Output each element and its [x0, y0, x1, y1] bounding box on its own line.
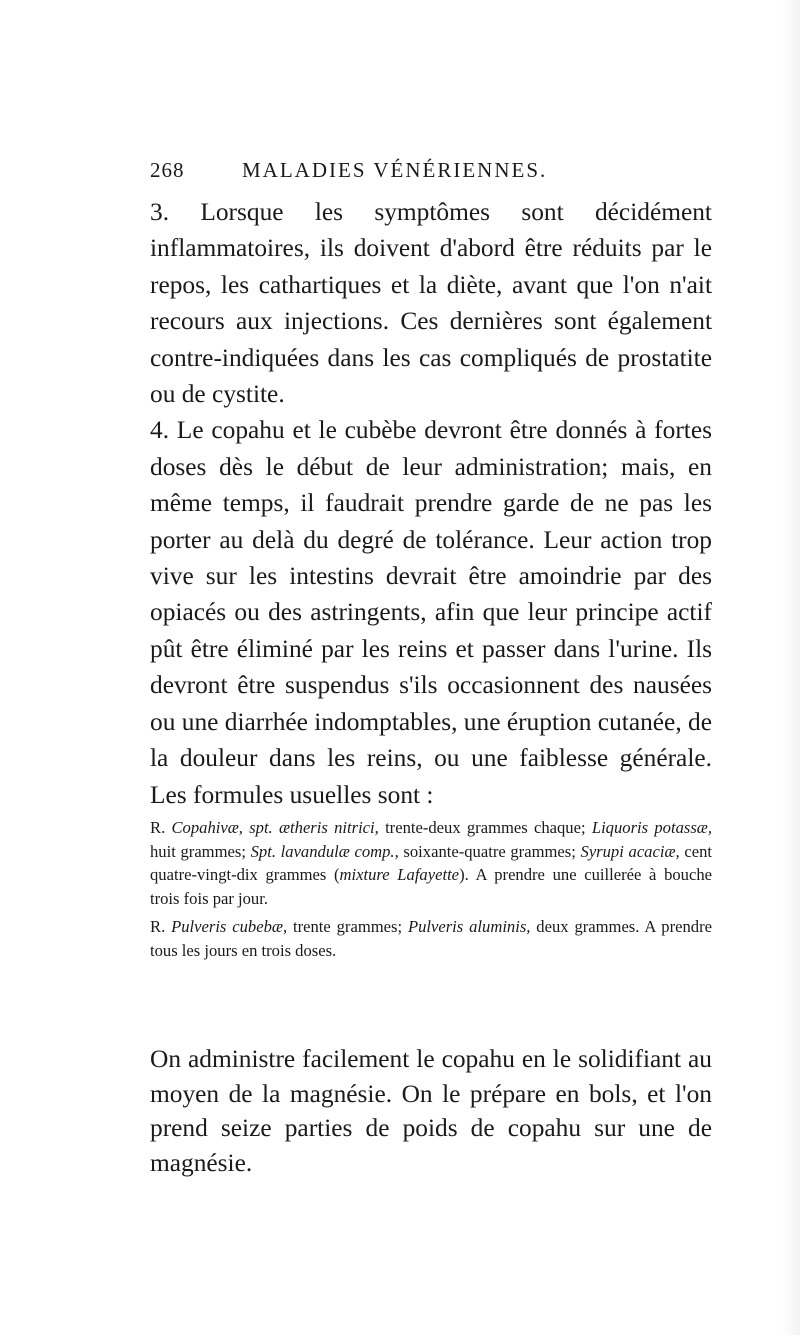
closing-text: [150, 1042, 712, 1181]
formula-2: [150, 915, 712, 962]
formula-2-text-1: trente grammes;: [287, 917, 408, 937]
formula-1-text-2: huit grammes;: [150, 841, 251, 861]
formula-2-prefix: R.: [150, 917, 172, 937]
formula-1: [150, 816, 712, 910]
page-number: 268: [150, 158, 185, 182]
main-text: [150, 194, 712, 813]
formula-2-drug-2: Pulveris aluminis,: [407, 917, 531, 937]
running-title: MALADIES VÉNÉRIENNES.: [242, 158, 548, 182]
formula-1-drug-4: Syrupi acaciæ,: [580, 841, 680, 861]
formula-1-text-1: trente-deux grammes chaque;: [378, 818, 592, 837]
formula-1-drug-1: Copahivæ, spt. ætheris nitrici,: [171, 818, 379, 837]
formula-1-text-4: cent quatre-vingt-dix grammes (: [150, 841, 713, 885]
formula-2-text-2: deux grammes. A prendre tous les jours en trois doses.: [150, 917, 712, 960]
formulas-block: [150, 816, 712, 968]
paragraph-3: 3. Lorsque les symptômes sont décidément inflammatoires, ils doivent d'abord être réduits par le repos, les cathartiques et la diète, avant que l'on n'ait recours aux injections. Ces dernières sont également contre-indiquées dans les cas compliqués de prostatite ou de cystite.: [150, 198, 712, 409]
formula-1-drug-2: Liquoris potassæ,: [591, 818, 712, 837]
formula-1-drug-5: mixture Lafayette: [339, 865, 460, 885]
page-header: [150, 158, 710, 190]
formula-1-drug-3: Spt. lavandulæ comp.,: [250, 841, 399, 861]
formula-1-text-5: ). A prendre une cuillerée à bouche trois fois par jour.: [150, 865, 712, 908]
formula-1-prefix: R.: [150, 818, 172, 837]
page-edge-shadow: [782, 0, 800, 1335]
formula-2-drug-1: Pulveris cubebæ,: [171, 917, 288, 937]
paragraph-4: 4. Le copahu et le cubèbe devront être donnés à fortes doses dès le début de leur administration; mais, en même temps, il faudrait prendre garde de ne pas les porter au delà du degré de tolérance. Leur action trop vive sur les intestins devrait être amoindrie par des opiacés ou des astringents, afin que leur principe actif pût être éliminé par les reins et passer dans l'urine. Ils devront être suspendus s'ils occasionnent des nausées ou une diarrhée indomptables, une éruption cutanée, de la douleur dans les reins, ou une faiblesse générale. Les formules usuelles sont :: [150, 416, 712, 809]
closing-paragraph: On administre facilement le copahu en le solidifiant au moyen de la magnésie. On le prépare en bols, et l'on prend seize parties de poids de copahu sur une de magnésie.: [150, 1045, 712, 1178]
formula-1-text-3: soixante-quatre grammes;: [398, 841, 581, 861]
